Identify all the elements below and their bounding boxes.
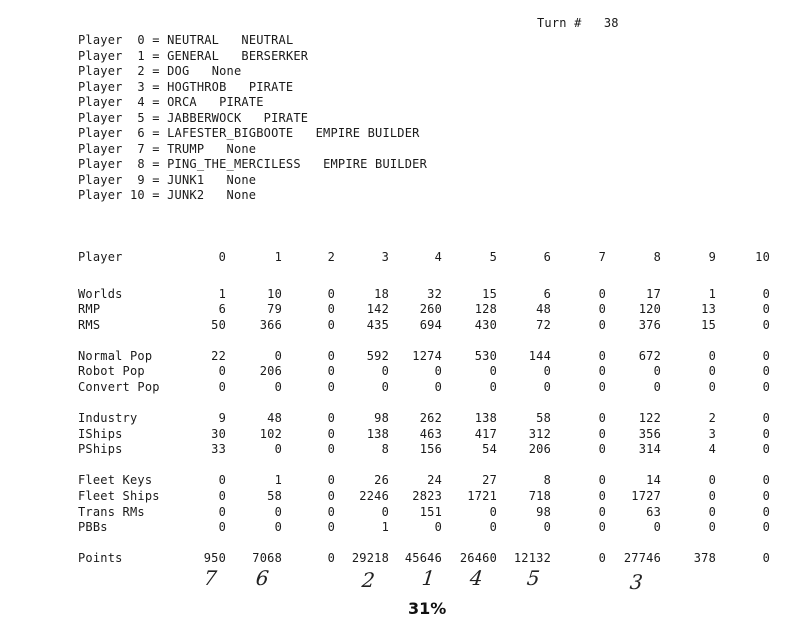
table-cell: 0 xyxy=(708,520,716,534)
table-cell: 0 xyxy=(327,411,335,425)
table-cell: 0 xyxy=(434,364,442,378)
table-cell: 0 xyxy=(598,411,606,425)
table-cell: 27 xyxy=(482,473,497,487)
table-cell: 950 xyxy=(203,551,226,565)
table-cell: 0 xyxy=(327,364,335,378)
table-cell: 138 xyxy=(474,411,497,425)
table-header-col: 0 xyxy=(218,250,226,264)
table-row-label: Worlds xyxy=(78,287,123,301)
table-cell: 102 xyxy=(259,427,282,441)
handwritten-percent: 31% xyxy=(408,599,447,618)
player-type: PIRATE xyxy=(263,110,309,125)
table-header-col: 6 xyxy=(543,250,551,264)
table-cell: 0 xyxy=(327,442,335,456)
table-cell: 0 xyxy=(598,551,606,565)
turn-indicator xyxy=(537,16,619,32)
player-prefix: Player xyxy=(78,95,138,109)
player-line: Player 5 = JABBERWOCK PIRATE xyxy=(78,110,309,125)
table-cell: 0 xyxy=(218,520,226,534)
table-cell: 0 xyxy=(598,489,606,503)
table-row-label: PShips xyxy=(78,442,123,456)
player-number: 2 xyxy=(137,64,145,78)
table-cell: 0 xyxy=(598,520,606,534)
table-cell: 79 xyxy=(267,302,282,316)
player-line: Player 7 = TRUMP None xyxy=(78,141,257,156)
table-cell: 151 xyxy=(419,505,442,519)
table-cell: 0 xyxy=(762,302,770,316)
table-cell: 0 xyxy=(653,380,661,394)
player-prefix: Player xyxy=(78,157,138,171)
handwritten-rank: 5 xyxy=(525,566,541,590)
table-cell: 0 xyxy=(381,380,389,394)
player-line: Player 1 = GENERAL BERSERKER xyxy=(78,48,309,63)
table-cell: 48 xyxy=(267,411,282,425)
table-cell: 9 xyxy=(218,411,226,425)
table-cell: 0 xyxy=(434,520,442,534)
table-cell: 0 xyxy=(327,302,335,316)
turn-value: 38 xyxy=(603,16,619,30)
table-cell: 13 xyxy=(701,302,716,316)
table-cell: 0 xyxy=(327,287,335,301)
table-cell: 120 xyxy=(638,302,661,316)
table-cell: 718 xyxy=(528,489,551,503)
table-cell: 206 xyxy=(528,442,551,456)
table-cell: 366 xyxy=(259,318,282,332)
table-row-label: RMP xyxy=(78,302,101,316)
table-cell: 0 xyxy=(489,520,497,534)
table-cell: 0 xyxy=(762,411,770,425)
table-header-col: 1 xyxy=(274,250,282,264)
table-cell: 435 xyxy=(366,318,389,332)
player-number: 3 xyxy=(137,79,145,94)
handwritten-rank: 4 xyxy=(468,566,484,590)
table-cell: 260 xyxy=(419,302,442,316)
table-cell: 0 xyxy=(327,489,335,503)
table-header-col: 3 xyxy=(381,250,389,264)
player-line: Player 0 = NEUTRAL NEUTRAL xyxy=(78,33,294,47)
table-cell: 29218 xyxy=(351,551,389,565)
table-cell: 0 xyxy=(327,349,335,363)
table-cell: 262 xyxy=(419,411,442,425)
table-cell: 138 xyxy=(366,427,389,441)
player-name: TRUMP xyxy=(167,141,205,156)
table-cell: 0 xyxy=(653,520,661,534)
player-line: Player 4 = ORCA PIRATE xyxy=(78,95,264,109)
table-cell: 122 xyxy=(638,411,661,425)
player-number: 9 xyxy=(137,172,145,187)
table-cell: 0 xyxy=(543,520,551,534)
table-cell: 128 xyxy=(474,302,497,316)
table-cell: 0 xyxy=(327,505,335,519)
player-line: Player 10 = JUNK2 None xyxy=(78,188,257,202)
player-line: Player 2 = DOG None xyxy=(78,64,242,78)
table-header-label: Player xyxy=(78,250,123,264)
player-name: JABBERWOCK xyxy=(167,110,242,125)
player-number: 5 xyxy=(137,110,145,125)
table-cell: 7068 xyxy=(252,551,282,565)
table-row-label: Trans RMs xyxy=(78,505,145,519)
player-name: JUNK1 xyxy=(167,172,205,187)
table-header-col: 7 xyxy=(598,250,606,264)
table-cell: 15 xyxy=(701,318,716,332)
player-number: 8 xyxy=(137,157,145,171)
player-line: Player 9 = JUNK1 None xyxy=(78,172,257,187)
table-header-col: 2 xyxy=(327,250,335,264)
player-number: 10 xyxy=(129,188,145,202)
table-cell: 0 xyxy=(218,380,226,394)
table-cell: 72 xyxy=(536,318,551,332)
table-row-label: RMS xyxy=(78,318,101,332)
table-cell: 0 xyxy=(327,520,335,534)
handwritten-rank: 2 xyxy=(360,568,376,592)
player-name: NEUTRAL xyxy=(167,33,220,47)
table-cell: 0 xyxy=(327,473,335,487)
table-cell: 1 xyxy=(274,473,282,487)
table-cell: 6 xyxy=(543,287,551,301)
table-cell: 98 xyxy=(374,411,389,425)
table-cell: 10 xyxy=(267,287,282,301)
table-header-col: 4 xyxy=(434,250,442,264)
player-number: 4 xyxy=(137,95,145,109)
table-cell: 378 xyxy=(693,551,716,565)
table-cell: 2246 xyxy=(359,489,389,503)
table-cell: 18 xyxy=(374,287,389,301)
table-cell: 0 xyxy=(598,380,606,394)
table-cell: 0 xyxy=(218,489,226,503)
table-cell: 0 xyxy=(653,364,661,378)
table-cell: 6 xyxy=(218,302,226,316)
table-cell: 8 xyxy=(543,473,551,487)
table-cell: 2 xyxy=(708,411,716,425)
table-cell: 0 xyxy=(598,505,606,519)
table-cell: 0 xyxy=(434,380,442,394)
player-type: PIRATE xyxy=(219,95,264,109)
table-cell: 1 xyxy=(218,287,226,301)
table-cell: 50 xyxy=(211,318,226,332)
table-cell: 0 xyxy=(489,505,497,519)
player-prefix: Player xyxy=(78,126,138,140)
table-cell: 0 xyxy=(598,349,606,363)
table-cell: 1727 xyxy=(631,489,661,503)
player-number: 6 xyxy=(137,126,145,140)
player-number: 1 xyxy=(137,48,145,63)
table-cell: 0 xyxy=(327,427,335,441)
table-cell: 672 xyxy=(638,349,661,363)
table-cell: 0 xyxy=(598,427,606,441)
table-cell: 530 xyxy=(474,349,497,363)
player-type: PIRATE xyxy=(248,79,294,94)
table-cell: 0 xyxy=(598,442,606,456)
player-prefix: Player xyxy=(78,64,138,78)
table-row-label: Robot Pop xyxy=(78,364,145,378)
table-cell: 3 xyxy=(708,427,716,441)
turn-label: Turn # xyxy=(537,16,582,30)
table-cell: 98 xyxy=(536,505,551,519)
table-cell: 0 xyxy=(708,489,716,503)
player-number: 0 xyxy=(137,33,145,47)
player-prefix: Player xyxy=(78,48,138,63)
player-line: Player 3 = HOGTHROB PIRATE xyxy=(78,79,294,94)
player-number: 7 xyxy=(137,141,145,156)
table-cell: 0 xyxy=(327,380,335,394)
table-cell: 22 xyxy=(211,349,226,363)
table-cell: 0 xyxy=(762,364,770,378)
table-row-label: Fleet Keys xyxy=(78,473,153,487)
table-cell: 0 xyxy=(762,505,770,519)
player-name: LAFESTER_BIGBOOTE xyxy=(167,126,294,140)
player-name: ORCA xyxy=(167,95,197,109)
table-cell: 1274 xyxy=(412,349,442,363)
table-row-label: Points xyxy=(78,551,123,565)
table-cell: 0 xyxy=(274,520,282,534)
table-cell: 26 xyxy=(374,473,389,487)
table-cell: 48 xyxy=(536,302,551,316)
table-cell: 592 xyxy=(366,349,389,363)
player-prefix: Player xyxy=(78,188,130,202)
player-type: EMPIRE BUILDER xyxy=(315,126,420,140)
handwritten-rank: 3 xyxy=(628,570,644,594)
table-cell: 54 xyxy=(482,442,497,456)
table-cell: 0 xyxy=(218,364,226,378)
handwritten-rank: 6 xyxy=(254,566,270,590)
table-cell: 1 xyxy=(708,287,716,301)
table-cell: 45646 xyxy=(404,551,442,565)
table-cell: 0 xyxy=(762,489,770,503)
table-cell: 694 xyxy=(419,318,442,332)
table-row-label: Fleet Ships xyxy=(78,489,160,503)
table-cell: 0 xyxy=(598,473,606,487)
table-cell: 0 xyxy=(327,318,335,332)
table-cell: 58 xyxy=(267,489,282,503)
table-cell: 0 xyxy=(762,380,770,394)
table-cell: 0 xyxy=(381,505,389,519)
player-name: DOG xyxy=(167,64,190,78)
player-prefix: Player xyxy=(78,110,138,125)
table-header-col: 5 xyxy=(489,250,497,264)
table-cell: 356 xyxy=(638,427,661,441)
handwritten-rank: 1 xyxy=(420,566,436,590)
table-cell: 0 xyxy=(762,442,770,456)
table-cell: 314 xyxy=(638,442,661,456)
table-cell: 0 xyxy=(598,302,606,316)
table-cell: 33 xyxy=(211,442,226,456)
player-prefix: Player xyxy=(78,141,138,156)
table-cell: 0 xyxy=(762,349,770,363)
handwritten-rank: 7 xyxy=(202,566,218,590)
player-name: GENERAL xyxy=(167,48,220,63)
table-cell: 144 xyxy=(528,349,551,363)
table-cell: 0 xyxy=(762,520,770,534)
table-cell: 0 xyxy=(598,287,606,301)
table-cell: 32 xyxy=(427,287,442,301)
table-header-col: 9 xyxy=(708,250,716,264)
table-cell: 0 xyxy=(489,364,497,378)
table-cell: 312 xyxy=(528,427,551,441)
table-cell: 0 xyxy=(762,287,770,301)
table-cell: 0 xyxy=(327,551,335,565)
table-cell: 0 xyxy=(274,349,282,363)
table-cell: 17 xyxy=(646,287,661,301)
table-cell: 142 xyxy=(366,302,389,316)
table-cell: 0 xyxy=(598,318,606,332)
table-cell: 376 xyxy=(638,318,661,332)
player-type: None xyxy=(226,172,257,187)
table-cell: 8 xyxy=(381,442,389,456)
table-cell: 27746 xyxy=(623,551,661,565)
table-cell: 0 xyxy=(274,505,282,519)
table-cell: 0 xyxy=(274,380,282,394)
player-prefix: Player xyxy=(78,172,138,187)
player-type: EMPIRE BUILDER xyxy=(323,157,428,171)
player-type: None xyxy=(226,188,257,202)
table-row-label: Normal Pop xyxy=(78,349,153,363)
player-list xyxy=(78,33,427,204)
table-cell: 206 xyxy=(259,364,282,378)
table-cell: 430 xyxy=(474,318,497,332)
table-cell: 463 xyxy=(419,427,442,441)
player-type: None xyxy=(226,141,257,156)
table-header-col: 8 xyxy=(653,250,661,264)
player-type: None xyxy=(211,64,242,78)
table-cell: 0 xyxy=(762,318,770,332)
table-cell: 1721 xyxy=(467,489,497,503)
player-name: PING_THE_MERCILESS xyxy=(167,157,301,171)
table-cell: 63 xyxy=(646,505,661,519)
table-cell: 417 xyxy=(474,427,497,441)
player-prefix: Player xyxy=(78,79,138,94)
table-cell: 0 xyxy=(762,473,770,487)
player-name: HOGTHROB xyxy=(167,79,227,94)
table-cell: 30 xyxy=(211,427,226,441)
table-cell: 156 xyxy=(419,442,442,456)
table-cell: 0 xyxy=(708,364,716,378)
table-header-col: 10 xyxy=(755,250,770,264)
player-type: NEUTRAL xyxy=(241,33,294,47)
table-cell: 0 xyxy=(543,380,551,394)
table-cell: 0 xyxy=(218,473,226,487)
table-cell: 0 xyxy=(762,551,770,565)
table-cell: 0 xyxy=(218,505,226,519)
table-cell: 4 xyxy=(708,442,716,456)
table-cell: 0 xyxy=(489,380,497,394)
table-cell: 24 xyxy=(427,473,442,487)
player-type: BERSERKER xyxy=(241,48,309,63)
table-cell: 26460 xyxy=(459,551,497,565)
player-line: Player 8 = PING_THE_MERCILESS EMPIRE BUILDER xyxy=(78,157,428,171)
table-cell: 0 xyxy=(598,364,606,378)
table-cell: 0 xyxy=(708,473,716,487)
player-name: JUNK2 xyxy=(167,188,205,202)
table-row-label: Industry xyxy=(78,411,138,425)
table-cell: 0 xyxy=(274,442,282,456)
table-cell: 12132 xyxy=(513,551,551,565)
table-cell: 14 xyxy=(646,473,661,487)
table-row-label: PBBs xyxy=(78,520,108,534)
table-row-label: IShips xyxy=(78,427,123,441)
table-cell: 15 xyxy=(482,287,497,301)
player-prefix: Player xyxy=(78,33,138,47)
table-cell: 0 xyxy=(708,380,716,394)
table-row-label: Convert Pop xyxy=(78,380,160,394)
table-cell: 0 xyxy=(762,427,770,441)
table-cell: 0 xyxy=(381,364,389,378)
player-line: Player 6 = LAFESTER_BIGBOOTE EMPIRE BUILDER xyxy=(78,126,420,140)
table-cell: 58 xyxy=(536,411,551,425)
table-cell: 0 xyxy=(543,364,551,378)
table-cell: 0 xyxy=(708,349,716,363)
table-cell: 2823 xyxy=(412,489,442,503)
table-cell: 0 xyxy=(708,505,716,519)
table-cell: 1 xyxy=(381,520,389,534)
